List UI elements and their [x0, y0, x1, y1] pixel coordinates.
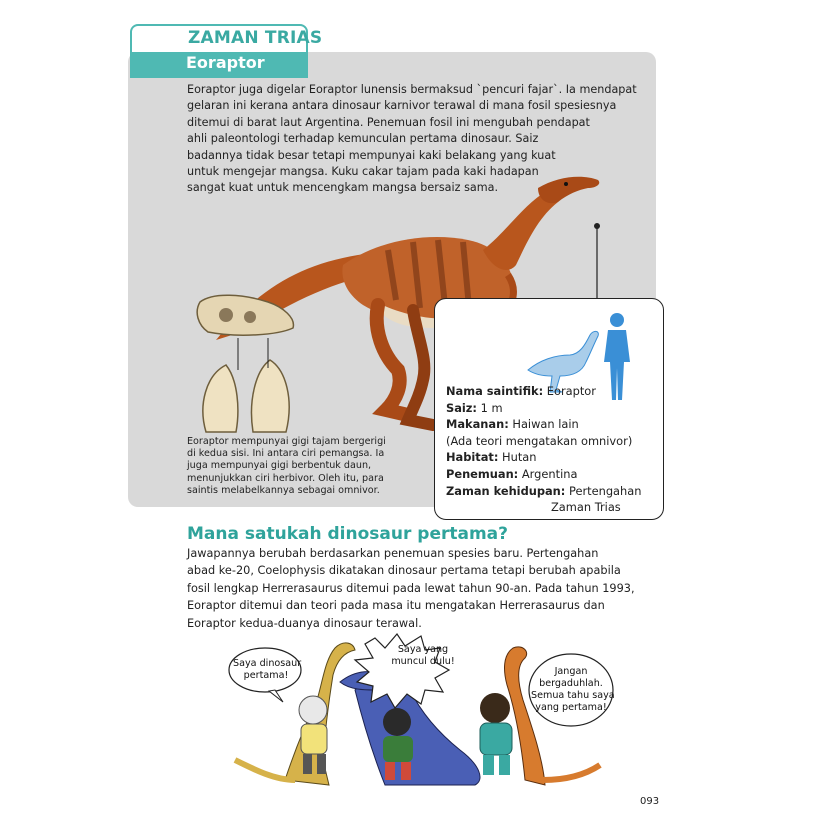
- info-row-diet-note: (Ada teori mengatakan omnivor): [446, 433, 633, 448]
- boy-right-leg: [483, 755, 494, 775]
- section-line: abad ke-20, Coelophysis dikatakan dinosaur pertama tetapi berubah apabila: [187, 564, 621, 578]
- orange-dinosaur-tail: [543, 765, 600, 780]
- section-title: Mana satukah dinosaur pertama?: [187, 524, 508, 544]
- intro-line: untuk mengejar mangsa. Kuku cakar tajam pada kaki hadapan: [187, 165, 539, 179]
- info-row-period: Zaman kehidupan: Pertengahan: [446, 483, 642, 498]
- bubble-left: Saya dinosaur pertama!: [233, 658, 302, 681]
- boy-left-leg: [317, 754, 326, 774]
- page-number: 093: [640, 796, 660, 807]
- info-row-habitat: Habitat: Hutan: [446, 450, 537, 465]
- info-row-scientific-name: Nama saintifik: Eoraptor: [446, 384, 596, 398]
- intro-line: ditemui di barat laut Argentina. Penemuan fosil ini mengubah pendapat: [187, 115, 590, 129]
- bubble-left-tail: [269, 690, 283, 702]
- intro-line: Eoraptor juga digelar Eoraptor lunensis bermaksud `pencuri fajar`. Ia mendapat: [187, 83, 637, 96]
- caption-line: di kedua sisi. Ini antara ciri pemangsa. Ia: [187, 448, 385, 460]
- info-row-period-cont: Zaman Trias: [551, 500, 621, 515]
- eoraptor-head: [538, 177, 599, 204]
- section-line: Eoraptor ditemui dan teori pada masa itu mengatakan Herrerasaurus dan: [187, 599, 605, 613]
- boy-right-leg: [499, 755, 510, 775]
- intro-line: sangat kuat untuk mencengkam mangsa bersaiz sama.: [187, 181, 499, 195]
- caption-line: saintis melabelkannya sebagai omnivor.: [187, 484, 380, 496]
- human-silhouette-icon: [610, 313, 624, 327]
- boy-left-leg: [303, 754, 312, 774]
- species-title: Eoraptor: [186, 53, 265, 72]
- boy-middle-leg: [401, 762, 411, 780]
- leaf-tooth-icon: [252, 360, 290, 432]
- info-list: [446, 383, 641, 516]
- caption-line: Eoraptor mempunyai gigi tajam bergerigi: [187, 436, 386, 447]
- skull-nasal: [244, 311, 256, 323]
- eoraptor-eye: [564, 182, 568, 186]
- yellow-dinosaur-tail: [235, 760, 295, 780]
- section-line: Jawapannya berubah berdasarkan penemuan spesies baru. Pertengahan: [187, 547, 599, 560]
- caption-line: juga mempunyai gigi berbentuk daun,: [187, 460, 372, 472]
- caption-line: menunjukkan ciri herbivor. Oleh itu, para: [187, 472, 384, 484]
- species-header: [130, 52, 308, 78]
- intro-line: ahli paleontologi terhadap kemunculan pertama dinosaur. Saiz: [187, 132, 539, 146]
- skull-eye-socket: [219, 308, 233, 322]
- era-header: [130, 24, 323, 52]
- era-title: ZAMAN TRIAS: [188, 28, 323, 48]
- bubble-right: Jangan bergaduhlah. Semua tahu saya yang pertama!: [531, 666, 615, 713]
- section-line: fosil lengkap Herrerasaurus ditemui pada lewat tahun 90-an. Pada tahun 1993,: [187, 581, 635, 595]
- bubble-middle: Saya yang muncul dulu!: [391, 644, 455, 667]
- intro-line: badannya tidak besar tetapi mempunyai kaki belakang yang kuat: [187, 148, 556, 162]
- info-row-diet: Makanan: Haiwan lain: [446, 417, 579, 432]
- teeth-caption: [187, 436, 386, 497]
- intro-line: gelaran ini kerana antara dinosaur karnivor terawal di mana fosil spesiesnya: [187, 99, 617, 113]
- section-body: [187, 545, 643, 632]
- serrated-tooth-icon: [203, 365, 238, 432]
- info-row-size: Saiz: 1 m: [446, 400, 503, 415]
- section-line: Eoraptor kedua-duanya dinosaur terawal.: [187, 616, 422, 630]
- boy-middle-leg: [385, 762, 395, 780]
- info-row-discovery: Penemuan: Argentina: [446, 466, 578, 481]
